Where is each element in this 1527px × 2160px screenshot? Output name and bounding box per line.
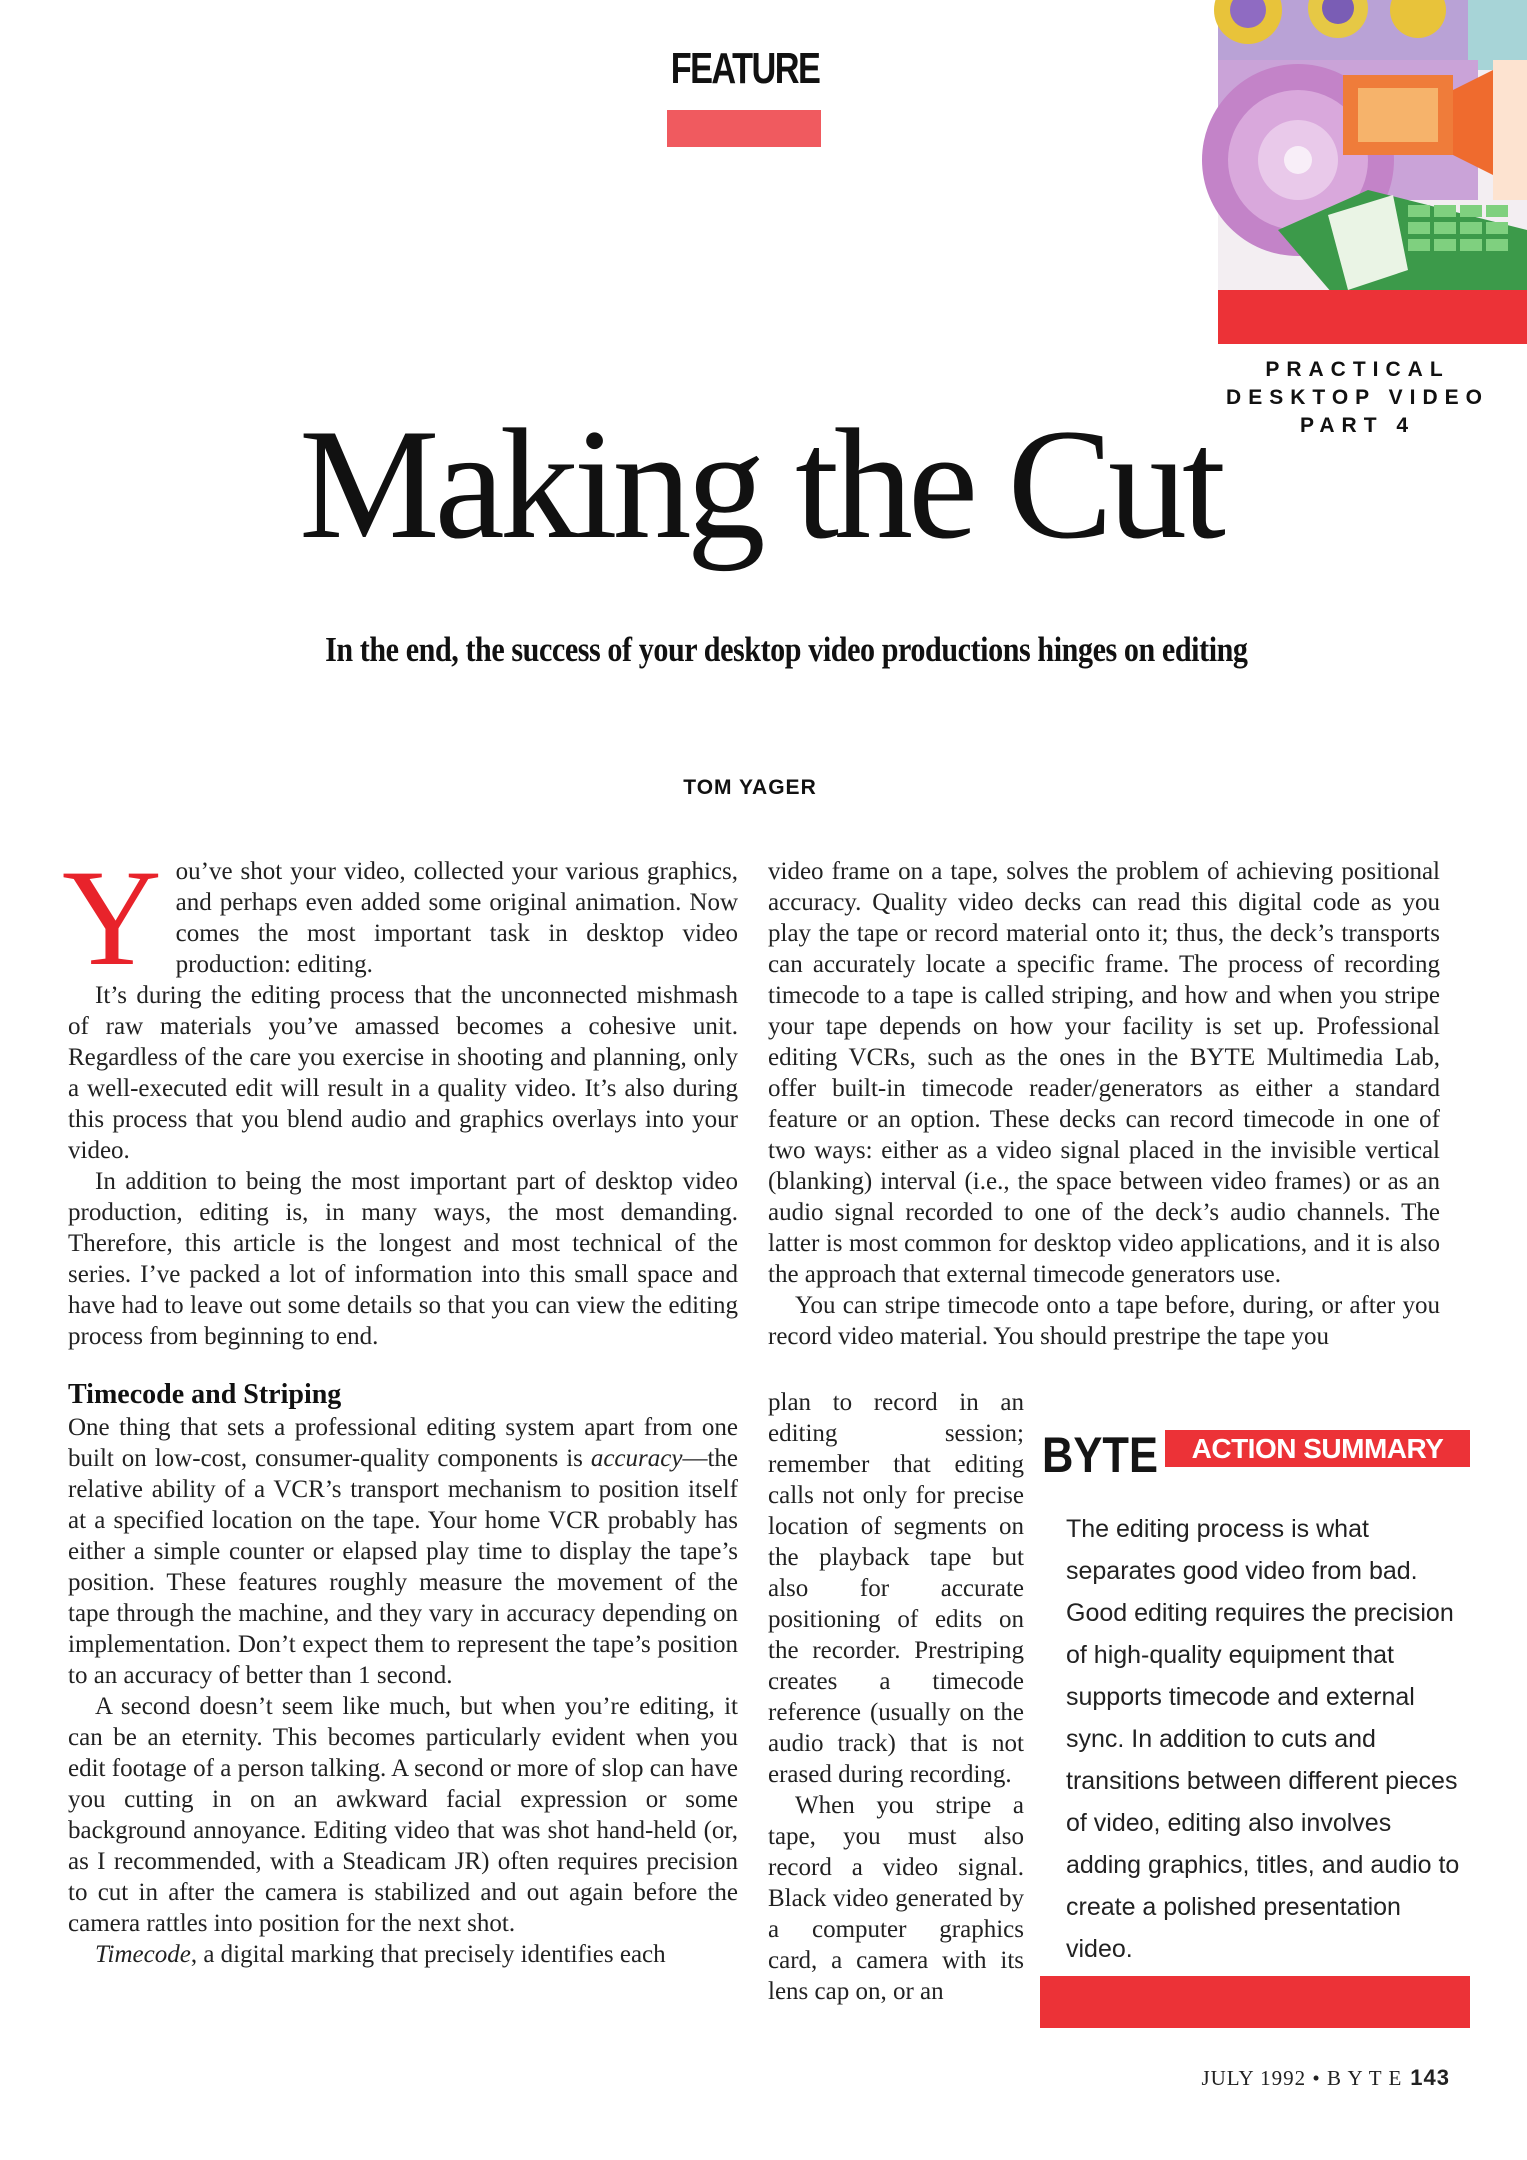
body-paragraph	[68, 1412, 738, 1691]
section-label: FEATURE	[670, 44, 820, 93]
byte-logo	[1040, 1427, 1162, 1483]
video-collage-illustration	[1218, 0, 1527, 344]
text-run: , a digital marking that precisely identifies each	[190, 1941, 666, 1968]
body-column-1	[62, 841, 738, 1970]
body-paragraph: video frame on a tape, solves the problem of achieving positional accuracy. Quality video decks can read this digital code as you play the tape or record material onto it; thus, the deck’s transports can accurately locate a specific frame. The process of recording timecode to a tape is called striping, and how and when you stripe your tape depends on how your facility is set up. Professional editing VCRs, such as the ones in the BYTE Multimedia Lab, offer built-in timecode reader/generators as either a standard feature or an option. These decks can record timecode in one of two ways: either as a video signal placed in the invisible vertical (blanking) interval (i.e., the space between video frames) or as an audio signal recorded to one of the deck’s audio channels. The latter is most common for desktop video applications, and it is also the approach that external timecode generators use.	[768, 858, 1440, 1288]
action-summary-bottom-bar	[1040, 1976, 1470, 2028]
section-color-bar	[667, 110, 821, 147]
body-paragraph: It’s during the editing process that the unconnected mishmash of raw materials you’ve amassed becomes a cohesive unit. Regardless of the care you exercise in shooting and planning, only a well-executed edit will result in a quality video. It’s also during this process that you blend audio and graphics overlays into your video.	[68, 982, 738, 1164]
text-run: One thing that sets a professional editing system apart from one built on low-cost, consumer-quality components is	[68, 1414, 738, 1472]
body-paragraph: plan to record in an editing session; remember that editing calls not only for precise location of segments on the playback tape but also for accurate positioning of edits on the recorder. Prestriping creates a timecode reference (usually on the audio track) that is not erased during recording.	[768, 1389, 1024, 1788]
action-summary-box	[1040, 1428, 1470, 2040]
article-title: Making the Cut	[299, 397, 1221, 572]
emphasis-term: Timecode	[95, 1941, 191, 1968]
drop-cap: Y	[62, 841, 162, 994]
article-subtitle	[250, 630, 1250, 670]
body-column-2	[768, 856, 1440, 1352]
byte-logo-text: BYTE	[1042, 1427, 1158, 1483]
emphasis-term: accuracy	[590, 1445, 683, 1472]
intro-text: ou’ve shot your video, collected your various graphics, and perhaps even added some original animation. Now comes the most important task in desktop video production: editing.	[175, 858, 738, 978]
series-line-2: DESKTOP VIDEO	[1226, 386, 1489, 409]
header-illustration	[1218, 0, 1527, 344]
issue-label: JULY 1992 • B Y T E	[1201, 2066, 1403, 2090]
body-paragraph: When you stripe a tape, you must also record a video signal. Black video generated by a computer graphics card, a camera with its lens cap on, or an	[768, 1792, 1024, 2005]
series-line-3: PART 4	[1299, 414, 1416, 437]
series-line-1: PRACTICAL	[1265, 358, 1450, 381]
body-paragraph	[68, 1939, 738, 1970]
page-footer	[1120, 2065, 1450, 2091]
page-number: 143	[1410, 2065, 1450, 2090]
action-summary-label: ACTION SUMMARY	[1165, 1430, 1470, 1467]
text-run: —the relative ability of a VCR’s transport mechanism to position itself at a specified location on the tape. Your home VCR probably has either a simple counter or elapsed play time to display the tape’s position. These features roughly measure the movement of the tape through the machine, and they vary in accuracy depending on implementation. Don’t expect them to represent the tape’s position to an accuracy of better than 1 second.	[68, 1445, 738, 1689]
intro-paragraph	[62, 841, 738, 994]
body-paragraph: A second doesn’t seem like much, but when you’re editing, it can be an eternity. This becomes particularly evident when you edit footage of a person talking. A second or more of slop can have you cutting in on an awkward facial expression or some background annoyance. Editing video that was shot hand-held (or, as I recommended, with a Steadicam JR) often requires precision to cut in after the camera is stabilized and out again before the camera rattles into position for the next shot.	[68, 1693, 738, 1937]
action-summary-text: The editing process is what separates good video from bad. Good editing requires the precision of high-quality equipment that supports timecode and external sync. In addition to cuts and transitions between different pieces of video, editing also involves adding graphics, titles, and audio to create a polished presentation video.	[1066, 1515, 1460, 1963]
subtitle-text: In the end, the success of your desktop video productions hinges on editing	[325, 630, 1248, 669]
body-paragraph: In addition to being the most important part of desktop video production, editing is, in many ways, the most demanding. Therefore, this article is the longest and most technical of the series. I’ve packed a lot of information into this small space and have had to leave out some details so that you can view the editing process from beginning to end.	[68, 1168, 738, 1350]
section-heading: Timecode and Striping	[68, 1379, 342, 1410]
body-column-narrow	[768, 1387, 1024, 2007]
author-byline: TOM YAGER	[683, 776, 817, 799]
body-paragraph: You can stripe timecode onto a tape before, during, or after you record video material. You should prestripe the tape you	[768, 1292, 1440, 1350]
